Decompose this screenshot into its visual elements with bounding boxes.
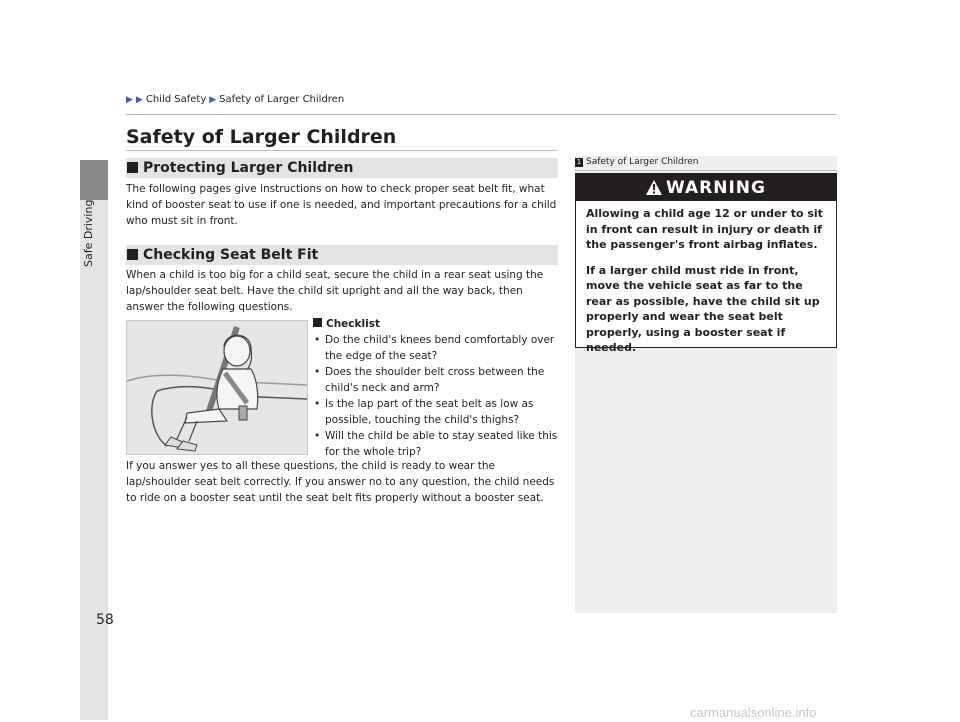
- section-square-icon: [127, 162, 138, 173]
- checklist: [313, 316, 563, 460]
- child-seatbelt-illustration: [126, 320, 308, 455]
- watermark: carmanualsonline.info: [690, 705, 817, 720]
- checking-body: When a child is too big for a child seat, secure the child in a rear seat using the lap/shoulder seat belt. Have the child sit upright and all the way back, then answer the following questions.: [126, 269, 544, 313]
- checklist-item: • Will the child be able to stay seated like this for the whole trip?: [313, 428, 563, 460]
- warning-banner: [576, 174, 836, 201]
- checklist-items: [313, 332, 563, 460]
- checklist-item: • Does the shoulder belt cross between the child's neck and arm?: [313, 364, 563, 396]
- note-ref-number: 1: [576, 157, 582, 166]
- section-heading-text: Protecting Larger Children: [143, 160, 354, 176]
- page-title: Safety of Larger Children: [126, 126, 397, 148]
- sidebar-note-header: [575, 157, 699, 167]
- breadcrumb-arrow-icon: ▶: [209, 94, 217, 105]
- checklist-heading: [313, 316, 563, 332]
- sidebar-note-divider: [575, 170, 837, 171]
- page-number: 58: [96, 612, 114, 628]
- section-square-icon: [127, 249, 138, 260]
- section-tab-marker: [80, 160, 108, 200]
- section-heading-text: Checking Seat Belt Fit: [143, 247, 319, 263]
- checklist-item: • Do the child's knees bend comfortably over the edge of the seat?: [313, 332, 563, 364]
- section-heading-protecting: [126, 158, 558, 178]
- warning-box: [575, 173, 837, 354]
- breadcrumb-arrow-icon: ▶: [126, 94, 133, 105]
- title-divider: [126, 150, 558, 151]
- breadcrumb-item-current: Safety of Larger Children: [219, 94, 345, 105]
- checklist-heading-text: Checklist: [326, 318, 380, 330]
- section-heading-checking: [126, 245, 558, 265]
- protecting-body: The following pages give instructions on how to check proper seat belt fit, what kind of booster seat to use if one is needed, and important precautions for a child who must sit in front.: [126, 183, 557, 227]
- warning-triangle-icon: [646, 180, 662, 195]
- breadcrumb-arrow-icon: ▶: [135, 94, 143, 105]
- header-divider: [126, 114, 836, 115]
- warning-paragraph: If a larger child must ride in front, move the vehicle seat as far to the rear as possible, have the child sit up properly and wear the seat belt properly, using a booster seat if needed.: [586, 263, 820, 354]
- conclusion-text: If you answer yes to all these questions, the child is ready to wear the lap/shoulder seat belt correctly. If you answer no to any question, the child needs to ride on a booster seat until the seat belt fits properly without a booster seat.: [126, 460, 555, 504]
- warning-label: WARNING: [666, 177, 766, 198]
- sidebar-note-title: Safety of Larger Children: [586, 157, 699, 167]
- side-section-label: Safe Driving: [82, 200, 95, 268]
- warning-body: [576, 201, 836, 356]
- checklist-item: • Is the lap part of the seat belt as low as possible, touching the child's thighs?: [313, 396, 563, 428]
- breadcrumb-item-child-safety[interactable]: Child Safety: [145, 94, 207, 105]
- breadcrumb: [126, 94, 344, 105]
- checklist-square-icon: [313, 318, 322, 327]
- warning-paragraph: Allowing a child age 12 or under to sit in front can result in injury or death if the passenger's front airbag inflates.: [586, 207, 823, 251]
